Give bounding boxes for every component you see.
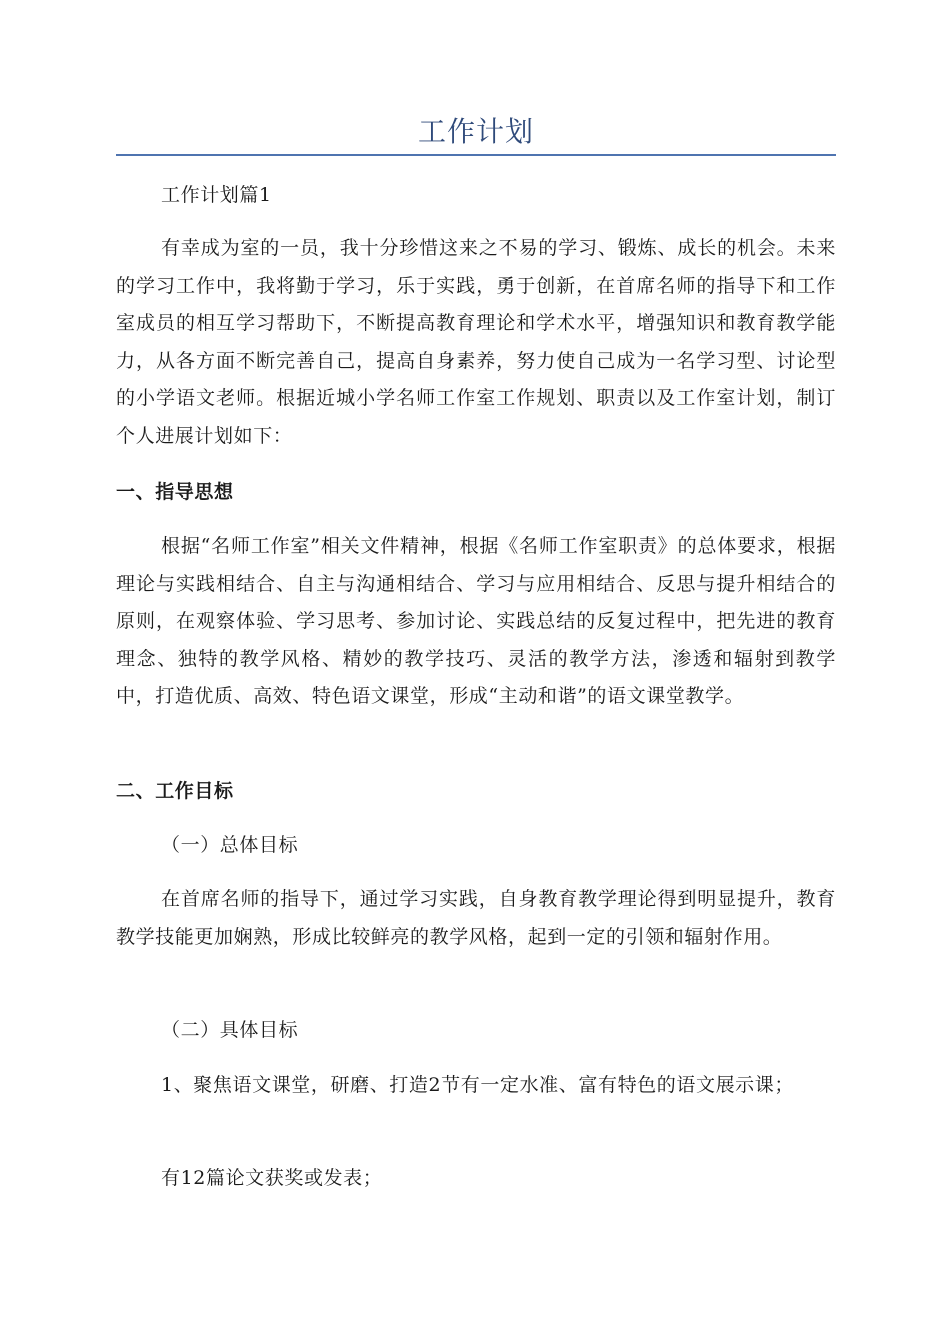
guiding-thought-paragraph: 根据“名师工作室”相关文件精神，根据《名师工作室职责》的总体要求，根据理论与实践相结合、自主与沟通相结合、学习与应用相结合、反思与提升相结合的原则，在观察体验、学习思考、参加讨论、实践总结的反复过程中，把先进的教育理念、独特的教学风格、精妙的教学技巧、灵活的教学方法，渗透和辐射到教学中，打造优质、高效、特色语文课堂，形成“主动和谐”的语文课堂教学。 (116, 535, 836, 707)
section-heading-work-goals: 二、工作目标 (116, 780, 234, 802)
title-divider (116, 154, 836, 156)
subheading-overall-goal: （一）总体目标 (161, 834, 299, 856)
overall-goal-paragraph: 在首席名师的指导下，通过学习实践，自身教育教学理论得到明显提升，教育教学技能更加娴熟，形成比较鲜亮的教学风格，起到一定的引领和辐射作用。 (116, 888, 836, 948)
document-title: 工作计划 (417, 115, 534, 148)
section-heading-guiding-thought: 一、指导思想 (116, 481, 234, 503)
specific-goal-item-2: 有12篇论文获奖或发表； (161, 1167, 383, 1189)
specific-goal-item-1: 1、聚焦语文课堂，研磨、打造2节有一定水准、富有特色的语文展示课； (161, 1074, 794, 1096)
document-subtitle: 工作计划篇1 (161, 184, 272, 206)
subheading-specific-goals: （二）具体目标 (161, 1019, 299, 1041)
intro-paragraph: 有幸成为室的一员，我十分珍惜这来之不易的学习、锻炼、成长的机会。未来的学习工作中，我将勤于学习，乐于实践，勇于创新，在首席名师的指导下和工作室成员的相互学习帮助下，不断提高教育理论和学术水平，增强知识和教育教学能力，从各方面不断完善自己，提高自身素养，努力使自己成为一名学习型、讨论型的小学语文老师。根据近城小学名师工作室工作规划、职责以及工作室计划，制订个人进展计划如下： (116, 237, 836, 447)
